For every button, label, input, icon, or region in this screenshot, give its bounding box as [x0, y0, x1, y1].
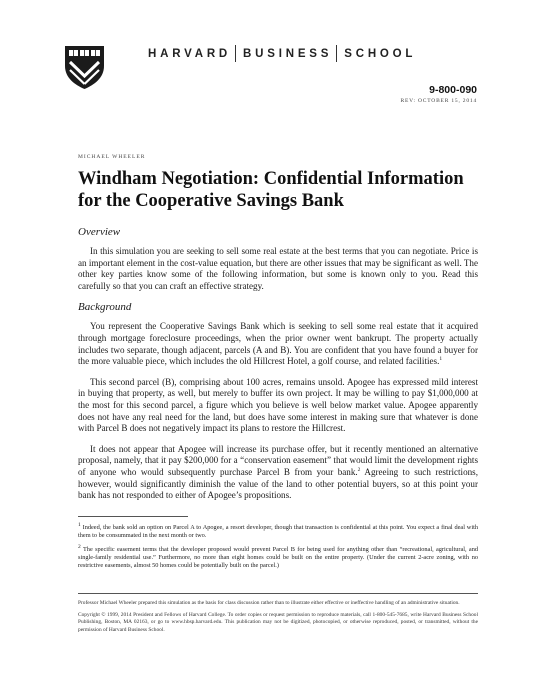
footnote-1-number: 1 — [78, 521, 81, 528]
hbs-shield-logo — [63, 44, 106, 90]
document-title — [78, 168, 478, 212]
footnote-ref-2[interactable]: 2 — [357, 466, 361, 473]
case-number: 9-800-090 — [429, 84, 477, 96]
footnotes — [78, 521, 478, 576]
background-paragraph-3a-text: It does not appear that Apogee will increase its purchase offer, but it recently mentioned an alternative proposal, namely, that it pay $200,000 for a “conservation easement” that would limit the development rights of anyone who would subsequently purchase Parcel B from your bank. — [78, 443, 478, 477]
title-line-1: Windham Negotiation: Confidential Information — [78, 169, 464, 189]
footer-divider — [78, 593, 478, 594]
footnote-2 — [78, 543, 478, 570]
document-body — [78, 226, 478, 511]
wordmark-divider — [336, 45, 337, 62]
wordmark-school: SCHOOL — [344, 47, 417, 60]
title-line-2: for the Cooperative Savings Bank — [78, 191, 344, 211]
footnote-1-text: Indeed, the bank sold an option on Parcel A to Apogee, a resort developer, though that transaction is confidential at this point. You expect a final deal with them to be consummated in the next month or two. — [78, 524, 478, 539]
background-paragraph-1 — [78, 321, 478, 367]
wordmark-divider — [235, 45, 236, 62]
footnote-ref-1[interactable]: 1 — [439, 356, 443, 363]
background-paragraph-1-text: You represent the Cooperative Savings Bank which is seeking to sell some real estate that it acquired through mortgage foreclosure proceedings, when the prior owner went bankrupt. The property actually includes two separate, though adjacent, parcels (A and B). You are confident that you have found a buyer for the more valuable piece, which includes the old Hillcrest Hotel, a golf course, and related facilities. — [78, 321, 478, 367]
wordmark-business: BUSINESS — [243, 47, 333, 60]
school-wordmark — [148, 45, 478, 62]
copyright-notice: Copyright © 1999, 2014 President and Fellows of Harvard College. To order copies or request permission to reproduce materials, call 1-800-545-7685, write Harvard Business School Publishing, Boston, MA 02163, or go to www.hbsp.harvard.edu. This publication may not be digitized, photocopied, or otherwise reproduced, posted, or transmitted, without the permission of Harvard Business School. — [78, 612, 478, 633]
revision-date: REV: OCTOBER 15, 2014 — [400, 98, 477, 104]
background-paragraph-3b-text: Agreeing to such restrictions, however, would significantly diminish the value of the land to other potential buyers, so at this point your bank has not responded to either of Apogee’s propositions. — [78, 466, 478, 501]
overview-paragraph: In this simulation you are seeking to sell some real estate at the best terms that you can negotiate. Price is an important element in the cost-value equation, but there are other issues that may be significant as well. The other key parties know some of the following information, but some is known only to you. Read this carefully so that you can craft an effective strategy. — [78, 246, 478, 291]
background-paragraph-3 — [78, 444, 478, 502]
page-footer — [78, 600, 478, 639]
background-heading: Background — [78, 301, 132, 314]
background-paragraph-2: This second parcel (B), comprising about 100 acres, remains unsold. Apogee has expressed mild interest in buying that property, as well, but merely to buffer its own project. It may be willing to pay $1,000,000 at the most for this second parcel, a figure which you believe is well below market value. Apogee apparently does not have any real need for the land, but does have some interest in making sure that whatever is done with Parcel B does not negatively impact its plans to restore the Hillcrest. — [78, 376, 478, 434]
footnote-1 — [78, 521, 478, 540]
preparation-note: Professor Michael Wheeler prepared this simulation as the basis for class discussion rather than to illustrate either effective or ineffective handling of an administrative situation. — [78, 600, 460, 606]
author-name: MICHAEL WHEELER — [78, 154, 146, 160]
footnote-2-text: The specific easement terms that the developer proposed would prevent Parcel B for being used for anything other than “recreational, agricultural, and single-family residential use.” Furthermore, no more than eight homes could be built on the entire property. (Under the current 2-acre zoning, with no restrictive easements, almost 50 homes could be potentially built on the parcel.) — [78, 546, 478, 569]
overview-heading: Overview — [78, 226, 121, 238]
footnote-2-number: 2 — [78, 543, 81, 550]
wordmark-harvard: HARVARD — [148, 47, 232, 60]
footnote-divider — [78, 516, 188, 517]
